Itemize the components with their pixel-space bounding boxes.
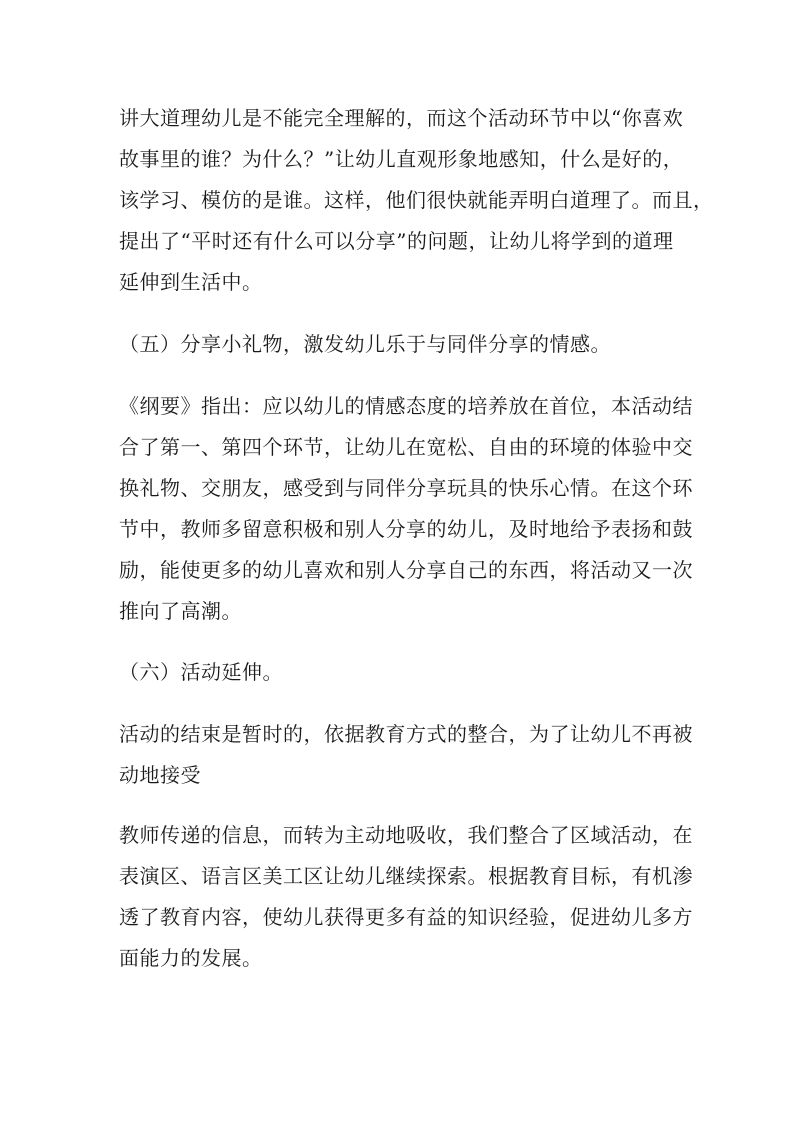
text-line: 提出了“平时还有什么可以分享”的问题，让幼儿将学到的道理 [119, 229, 674, 253]
heading-line: （五）分享小礼物，激发幼儿乐于与同伴分享的情感。 [119, 332, 611, 356]
paragraph-guidelines [119, 386, 693, 632]
text-line: 励，能使更多的幼儿喜欢和别人分享自己的东西，将活动又一次 [119, 558, 693, 582]
text-line: 教师传递的信息，而转为主动地吸收，我们整合了区域活动，在 [119, 823, 693, 847]
text-line: 推向了高潮。 [119, 599, 242, 623]
text-line: 换礼物、交朋友，感受到与同伴分享玩具的快乐心情。在这个环 [119, 476, 693, 500]
heading-line: （六）活动延伸。 [119, 660, 283, 684]
text-line: 面能力的发展。 [119, 946, 263, 970]
text-line: 该学习、模仿的是谁。这样，他们很快就能弄明白道理了。而且， [119, 188, 714, 212]
paragraph-story-discussion [119, 98, 714, 303]
text-line: 故事里的谁？为什么？”让幼儿直观形象地感知，什么是好的， [119, 147, 684, 171]
section-heading-six [119, 652, 679, 693]
paragraph-area-activities [119, 815, 693, 979]
text-line: 活动的结束是暂时的，依据教育方式的整合，为了让幼儿不再被 [119, 722, 693, 746]
text-line: 节中，教师多留意积极和别人分享的幼儿，及时地给予表扬和鼓 [119, 517, 693, 541]
paragraph-activity-end [119, 714, 693, 796]
text-line: 动地接受 [119, 763, 201, 787]
text-line: 表演区、语言区美工区让幼儿继续探索。根据教育目标，有机渗 [119, 864, 693, 888]
text-line: 《纲要》指出：应以幼儿的情感态度的培养放在首位，本活动结 [119, 394, 693, 418]
text-line: 延伸到生活中。 [119, 270, 263, 294]
text-line: 透了教育内容，使幼儿获得更多有益的知识经验，促进幼儿多方 [119, 905, 693, 929]
text-line: 讲大道理幼儿是不能完全理解的，而这个活动环节中以“你喜欢 [119, 106, 684, 130]
text-line: 合了第一、第四个环节，让幼儿在宽松、自由的环境的体验中交 [119, 435, 693, 459]
section-heading-five [119, 324, 679, 365]
